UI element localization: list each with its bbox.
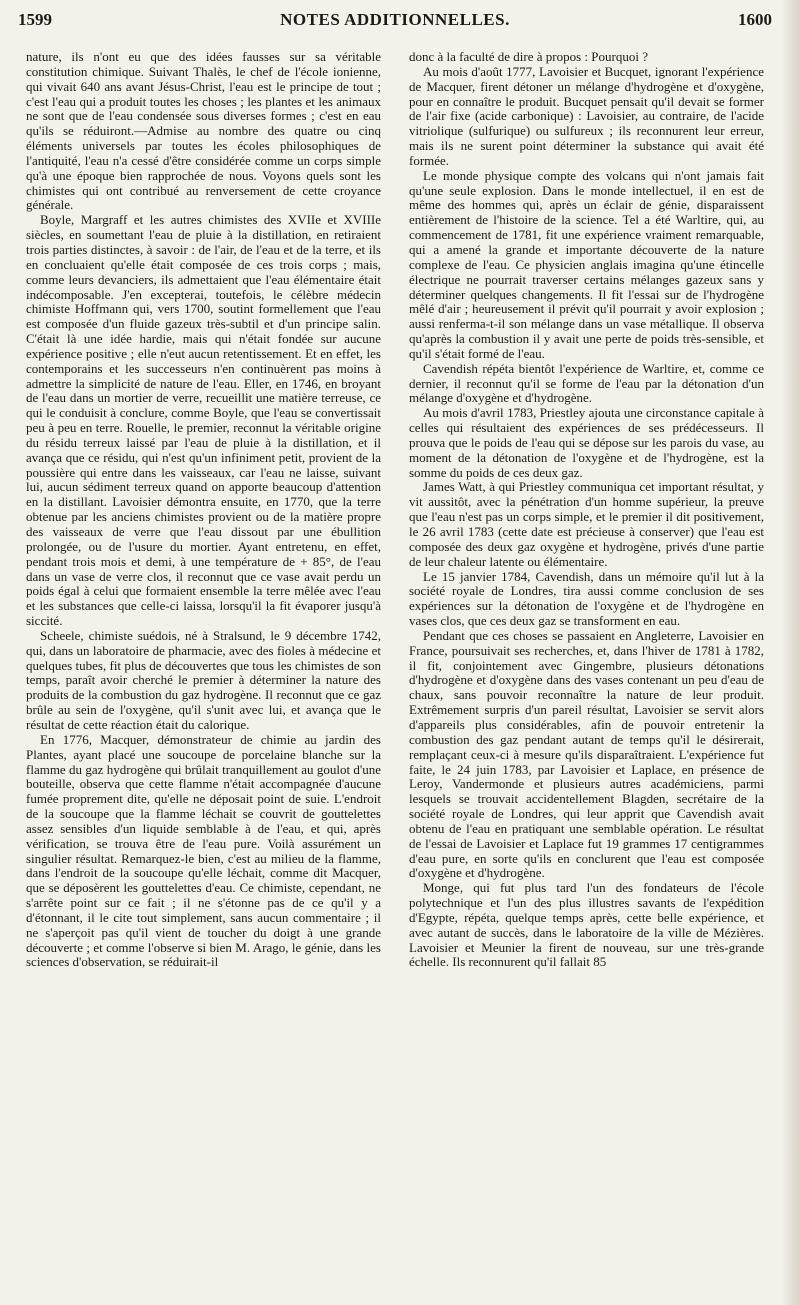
page-edge-shadow bbox=[782, 0, 800, 1305]
left-text-column bbox=[26, 50, 381, 1295]
paragraph: Pendant que ces choses se passaient en Angleterre, Lavoisier en France, poursuivait ses recherches, et, dans l'hiver de 1781 à 1782, il fit, conjointement avec Gingembre, plusieurs détonations d'hydrogène et d'oxygène dans des vases contenant un peu d'eau de chaux, sans pouvoir reconnaître la nature de leur produit. Extrêmement surpris d'un pareil résultat, Lavoisier se servit alors d'appareils plus considérables, afin de pouvoir entretenir la combustion des gaz pendant autant de temps qu'il le désirerait, remplaçant ceux-ci à mesure qu'ils disparaîtraient. L'expérience fut faite, le 24 juin 1783, par Lavoisier et Laplace, en présence de Leroy, Vandermonde et plusieurs autres académiciens, parmi lesquels se trouvait accidentellement Blagden, secrétaire de la société royale de Londres, qui leur apprit que Cavendish avait obtenu de l'eau en pratiquant une semblable opération. Le résultat de l'essai de Lavoisier et Laplace fut 19 grammes 17 centigrammes d'eau pure, en sorte qu'ils en conclurent que l'eau est composée d'oxygène et d'hydrogène. bbox=[409, 627, 764, 881]
paragraph: Cavendish répéta bientôt l'expérience de Warltire, et, comme ce dernier, il reconnut qu'il se forme de l'eau par la détonation d'un mélange d'oxygène et d'hydrogène. bbox=[409, 360, 764, 406]
paragraph: Le 15 janvier 1784, Cavendish, dans un mémoire qu'il lut à la société royale de Londres, tira aussi comme conclusion de ses expériences sur la détonation de l'oxygène et de l'hydrogène en vases clos, que ces deux gaz se transforment en eau. bbox=[409, 568, 764, 629]
paragraph: Monge, qui fut plus tard l'un des fondateurs de l'école polytechnique et l'un des plus illustres savants de l'expédition d'Egypte, répéta, quelque temps après, cette belle expérience, et avec autant de succès, dans le laboratoire de la ville de Mézières. Lavoisier et Meunier la firent de nouveau, sur une très-grande échelle. Ils reconnurent qu'il fallait 85 bbox=[409, 880, 764, 970]
paragraph: Au mois d'avril 1783, Priestley ajouta une circonstance capitale à celles qui résultaient des expériences de ses prédécesseurs. Il prouva que le poids de l'eau qui se dépose sur les parois du vase, au moment de la détonation de l'oxygène et de l'hydrogène, est la somme du poids de ces deux gaz. bbox=[409, 405, 764, 480]
paragraph: Boyle, Margraff et les autres chimistes des XVIIe et XVIIIe siècles, en soumettant l'eau de pluie à la distillation, en retiraient trois parties distinctes, à savoir : de l'air, de l'eau et de la terre, et ils en concluaient qu'elle était composée de ces trois corps ; mais, comme leurs devanciers, ils admettaient que l'eau élémentaire était indécomposable. J'en excepterai, toutefois, le célèbre médecin chimiste Hoffmann qui, vers 1700, soutint formellement que l'eau est composée d'un fluide gazeux très-subtil et d'un principe salin. C'était là une idée hardie, mais qui n'était fondée sur aucune expérience positive ; elle n'eut aucun retentissement. Et en effet, les contemporains et les successeurs n'en continuèrent pas moins à admettre la simplicité de nature de l'eau. Eller, en 1746, en broyant de l'eau dans un mortier de verre, recueillit une matière terreuse, ce qui le conduisit à conclure, comme Boyle, que l'eau se convertissait peu à peu en terre. Rouelle, le premier, reconnut la véritable origine du résidu terreux laissé par l'eau de pluie à la distillation, et il avança que ce résidu, qui n'est qu'un infiniment petit, provient de la poussière qui entre dans les vaisseaux, car l'eau ne laisse, suivant lui, aucun sédiment terreux quand on apporte beaucoup d'attention en la distillant. Lavoisier démontra ensuite, en 1770, que la terre obtenue par les anciens chimistes provient ou de la matière propre des vaisseaux de verre que l'eau dissout par une ébullition prolongée, ou de l'usure du mortier. Ayant entretenu, en effet, pendant trois mois et demi, à une température de + 85°, de l'eau dans un vase de verre clos, il reconnut que ce vase avait perdu un poids égal à celui que formaient ensemble la terre mêlée avec l'eau et les substances que celle-ci laissa, lorsqu'il la fit évaporer jusqu'à siccité. bbox=[26, 212, 381, 629]
paragraph: nature, ils n'ont eu que des idées fausses sur sa véritable constitution chimique. Suivant Thalès, le chef de l'école ionienne, qui vivait 640 ans avant Jésus-Christ, l'eau est le principe de tout ; c'est l'eau qui a produit toutes les choses ; les plantes et les animaux ne sont que de l'eau condensée sous diverses formes ; c'est en eau qu'ils se réduiront.—Admise au nombre des quatre ou cinq éléments universels par toutes les écoles philosophiques de l'antiquité, l'eau n'a cessé d'être considérée comme un corps simple qu'à une époque bien rapprochée de nous. Voyons quels sont les chimistes qui ont contribué au renversement de cette croyance générale. bbox=[26, 50, 381, 213]
paragraph: Scheele, chimiste suédois, né à Stralsund, le 9 décembre 1742, qui, dans un laboratoire de pharmacie, avec des fioles à médecine et quelques tubes, fit plus de découvertes que tous les chimistes de son temps, paraît avoir cherché le premier à déterminer la nature des produits de la combustion du gaz hydrogène. Il reconnut que ce gaz brûle au sein de l'oxygène, qu'il s'unit avec lui, et avança que le résultat de cette réaction était du calorique. bbox=[26, 627, 381, 732]
paragraph: Le monde physique compte des volcans qui n'ont jamais fait qu'une seule explosion. Dans le monde intellectuel, il en est de même des hommes qui, après un éclair de génie, disparaissent entièrement de l'histoire de la science. Tel a été Warltire, qui, au commencement de 1781, fit une expérience vraiment remarquable, qui a amené la grande et importante découverte de la nature complexe de l'eau. Ce physicien anglais imagina qu'une étincelle électrique ne pourrait traverser certains mélanges gazeux sans y déterminer quelques changements. Il fit l'essai sur de l'hydrogène mêlé d'air ; heureusement il prévit qu'il pourrait y avoir explosion ; aussi renferma-t-il son mélange dans un vase métallique. Il observa qu'après la combustion il y avait une perte de poids très-sensible, et qu'il s'était formé de l'eau. bbox=[409, 167, 764, 361]
paragraph: James Watt, à qui Priestley communiqua cet important résultat, y vit aussitôt, avec la pénétration d'un homme supérieur, la preuve que l'eau n'est pas un corps simple, et le premier il dit positivement, le 26 avril 1783 (cette date est précieuse à conserver) que l'eau est composée des deux gaz oxygène et hydrogène, privés d'une partie de leur chaleur latente ou élémentaire. bbox=[409, 479, 764, 569]
left-column-number: 1599 bbox=[18, 10, 52, 29]
page-header bbox=[18, 8, 772, 34]
paragraph: En 1776, Macquer, démonstrateur de chimie au jardin des Plantes, ayant placé une soucoupe de porcelaine blanche sur la flamme du gaz hydrogène qui brûlait tranquillement au goulot d'une bouteille, observa que cette flamme n'était accompagnée d'aucune fumée proprement dite, qu'elle ne déposait point de suie. L'endroit de la soucoupe que la flamme léchait se couvrit de gouttelettes assez sensibles d'un liquide semblable à de l'eau, et qui, après vérification, se trouva être de l'eau pure. Voilà assurément un singulier résultat. Remarquez-le bien, c'est au milieu de la flamme, dans l'endroit de la soucoupe qu'elle léchait, comme dit Macquer, que se déposèrent les gouttelettes d'eau. Ce chimiste, cependant, ne s'arrête point sur ce fait ; il ne s'étonne pas de ce qu'il y a d'étonnant, il le cite tout simplement, sans aucun commentaire ; il ne s'aperçoit pas qu'il vient de toucher du doigt à une grande découverte ; et comme l'observe si bien M. Arago, le génie, dans les sciences d'observation, se réduirait-il bbox=[26, 731, 381, 970]
text-columns bbox=[26, 50, 764, 1295]
paragraph: donc à la faculté de dire à propos : Pourquoi ? bbox=[409, 50, 648, 64]
right-text-column bbox=[409, 50, 764, 1295]
paragraph: Au mois d'août 1777, Lavoisier et Bucquet, ignorant l'expérience de Macquer, firent détoner un mélange d'hydrogène et d'oxygène, pour en connaître le produit. Bucquet pensait qu'il devait se former de l'air fixe (acide carbonique) : Lavoisier, au contraire, de l'acide vitriolique (sulfurique) ou sulfureux ; ils reconnurent leur erreur, mais ils ne surent point déterminer la substance qui avait été formée. bbox=[409, 63, 764, 168]
running-title: NOTES ADDITIONNELLES. bbox=[280, 10, 510, 29]
right-column-number: 1600 bbox=[738, 10, 772, 29]
